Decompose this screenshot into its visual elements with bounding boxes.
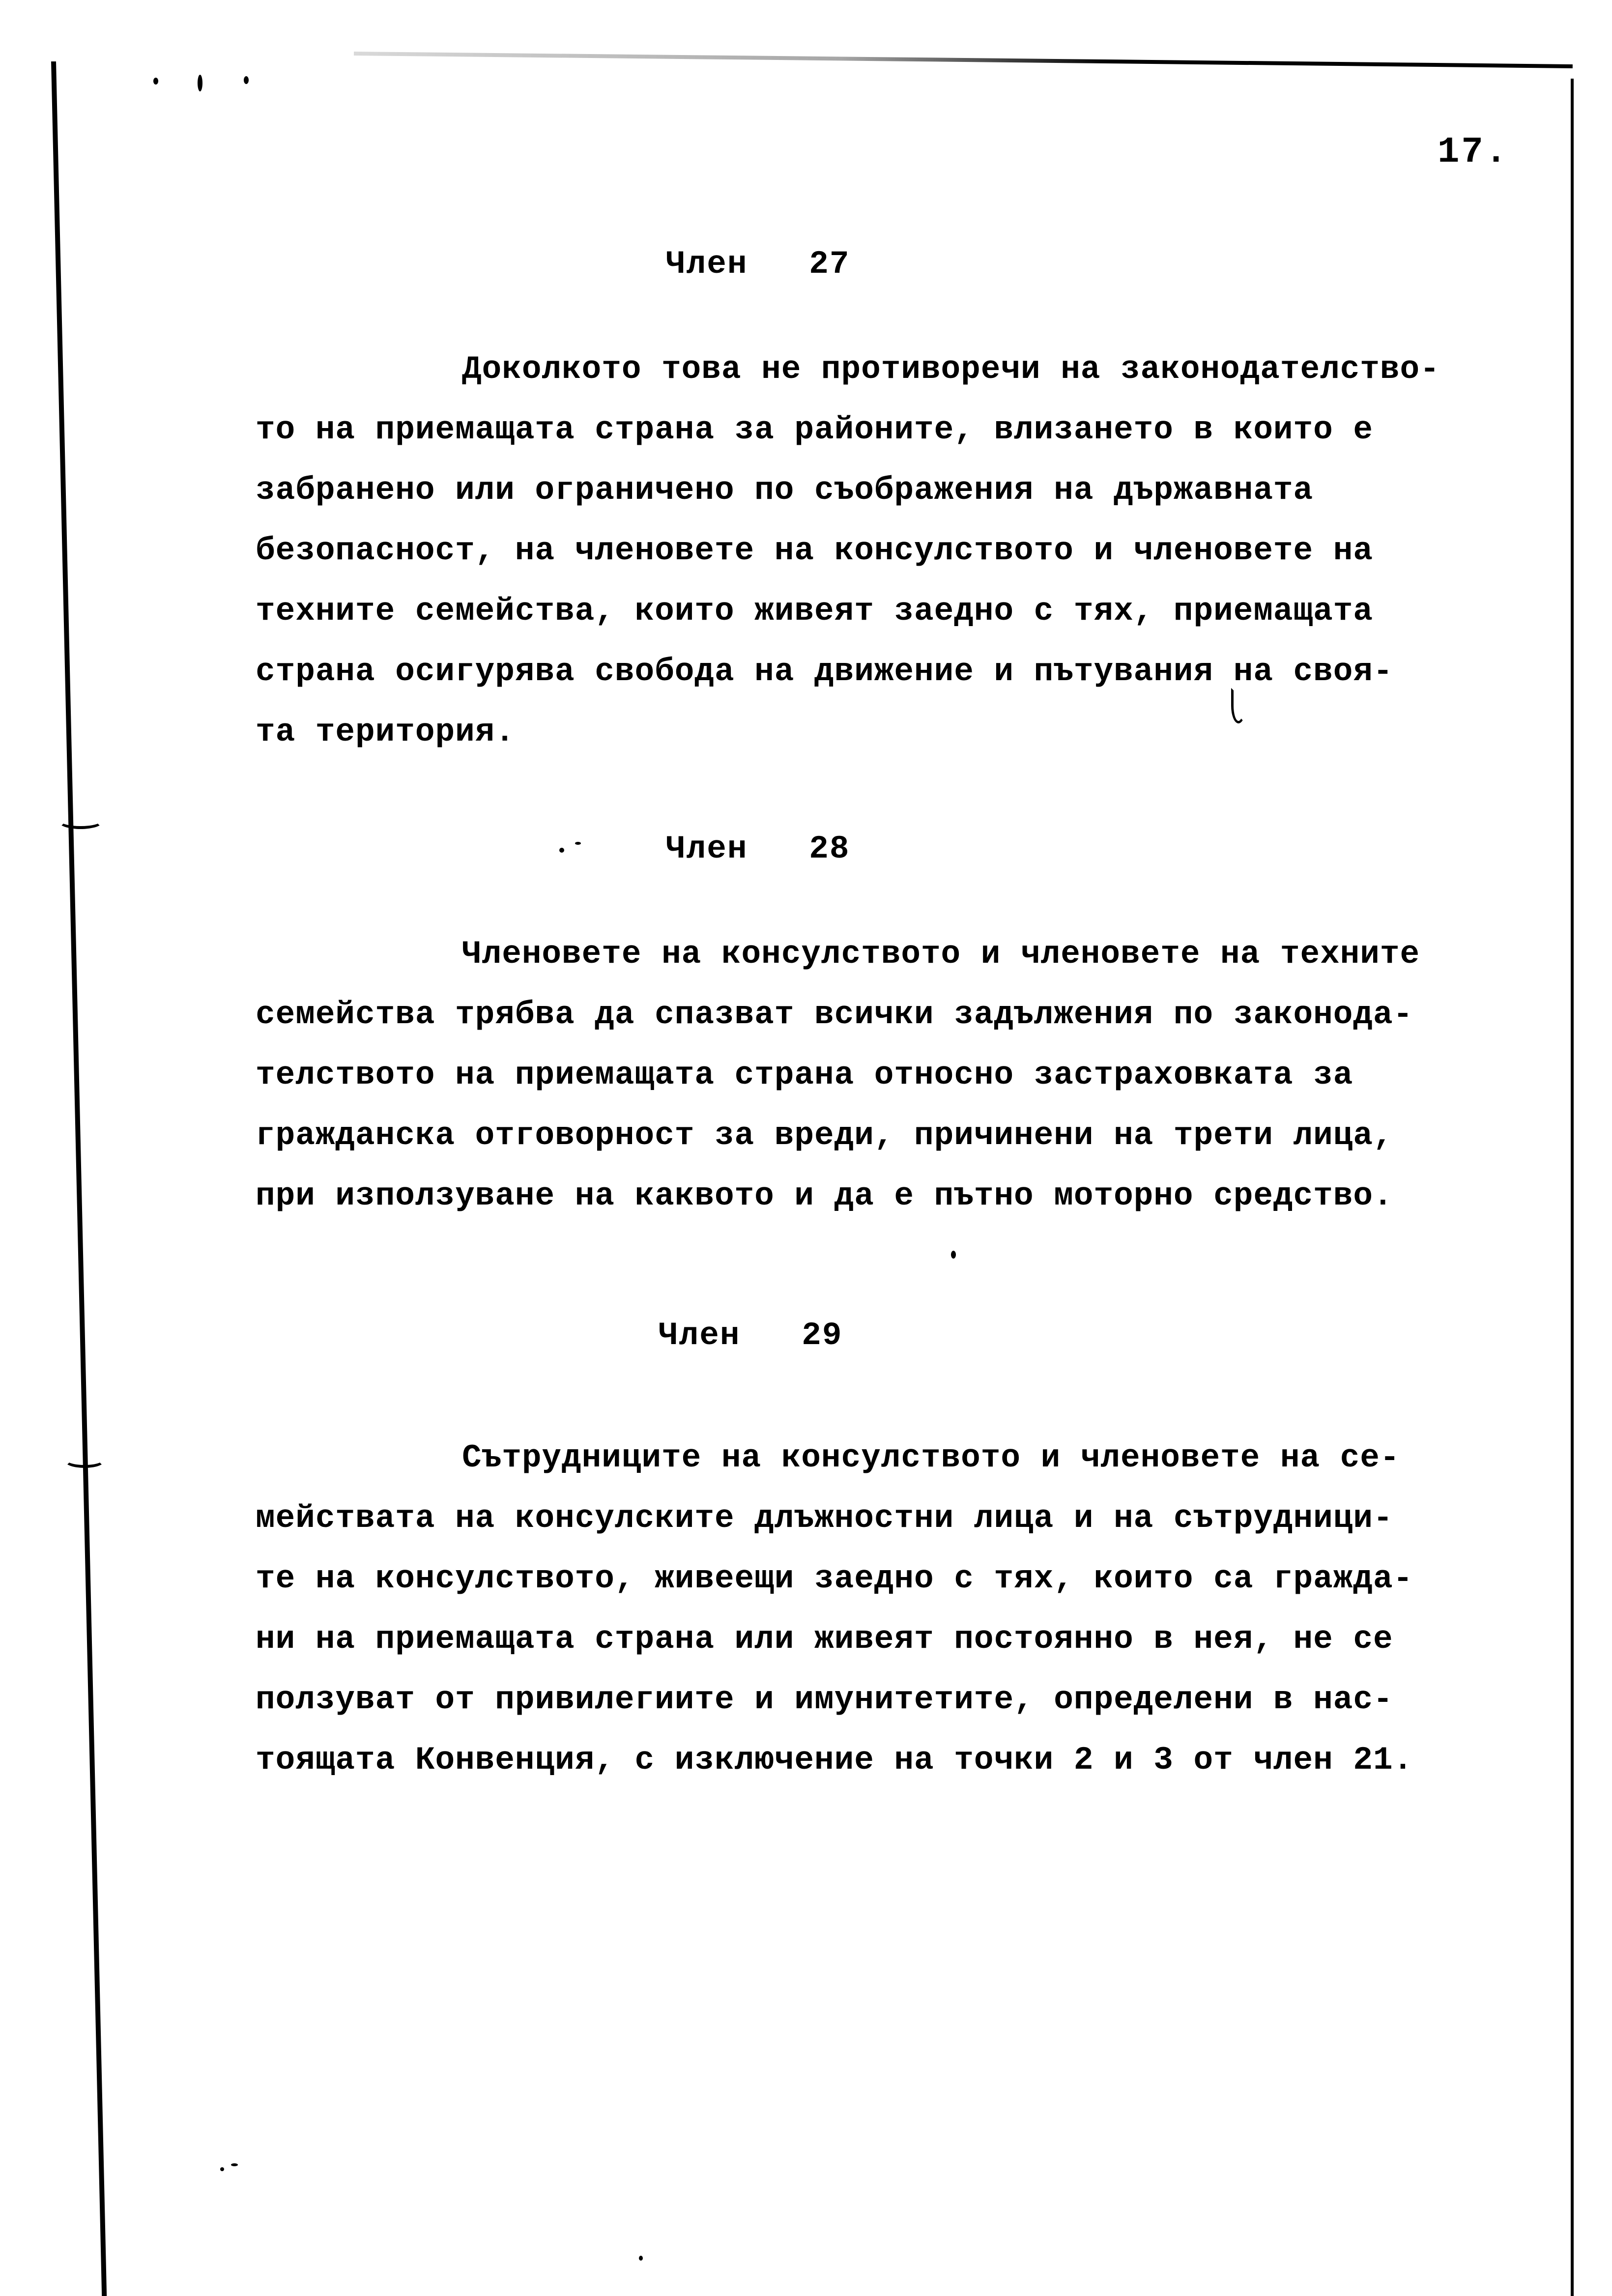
page-number: 17.: [1438, 132, 1509, 173]
text-line: Членовете на консулството и членовете на техните: [462, 936, 1420, 973]
text-line: тоящата Конвенция, с изключение на точки 2 и 3 от член 21.: [256, 1742, 1413, 1779]
article-28-body: [256, 924, 1573, 1226]
article-29-body: [256, 1428, 1573, 1790]
article-29-heading: Член 29: [659, 1317, 843, 1354]
text-line: страна осигурява свобода на движение и пътувания на своя-: [256, 653, 1393, 690]
scan-speck: [220, 2167, 224, 2171]
scan-speck: [559, 848, 564, 853]
scan-speck: [244, 76, 249, 84]
text-line: ползуват от привилегиите и имунитетите, определени в нас-: [256, 1681, 1393, 1718]
text-line: гражданска отговорност за вреди, причинени на трети лица,: [256, 1117, 1393, 1154]
scan-speck: [639, 2256, 643, 2261]
text-line: мействата на консулските длъжностни лица и на сътрудници-: [256, 1500, 1393, 1537]
scan-speck: [198, 75, 202, 91]
text-line: забранено или ограничено по съображения на държавната: [256, 472, 1314, 509]
text-line: при използуване на каквото и да е пътно моторно средство.: [256, 1177, 1393, 1214]
scan-left-edge: [51, 61, 107, 2296]
scan-top-edge: [354, 52, 1573, 68]
text-line: Сътрудниците на консулството и членовете на се-: [462, 1439, 1400, 1476]
text-line: ни на приемащата страна или живеят постоянно в нея, не се: [256, 1621, 1393, 1658]
text-line: безопасност, на членовете на консулството и членовете на: [256, 532, 1373, 569]
scan-speck: [951, 1251, 956, 1259]
article-27-heading: Член 27: [666, 246, 850, 283]
scan-speck: [231, 2163, 238, 2166]
scan-speck: [575, 842, 581, 845]
article-28-heading: Член 28: [666, 831, 850, 867]
text-line: те на консулството, живеещи заедно с тях, които са гражда-: [256, 1560, 1413, 1597]
margin-check-mark: [64, 1452, 105, 1468]
text-line: семейства трябва да спазват всички задължения по законода-: [256, 996, 1413, 1033]
text-line: телството на приемащата страна относно застраховката за: [256, 1057, 1353, 1093]
article-27-body: [256, 339, 1573, 762]
text-line: Доколкото това не противоречи на законодателство-: [462, 351, 1440, 388]
margin-check-mark: [58, 813, 103, 829]
text-line: та територия.: [256, 714, 515, 750]
scan-speck: [153, 78, 158, 85]
text-line: то на приемащата страна за районите, влизането в които е: [256, 411, 1373, 448]
text-line: техните семейства, които живеят заедно с тях, приемащата: [256, 593, 1373, 630]
